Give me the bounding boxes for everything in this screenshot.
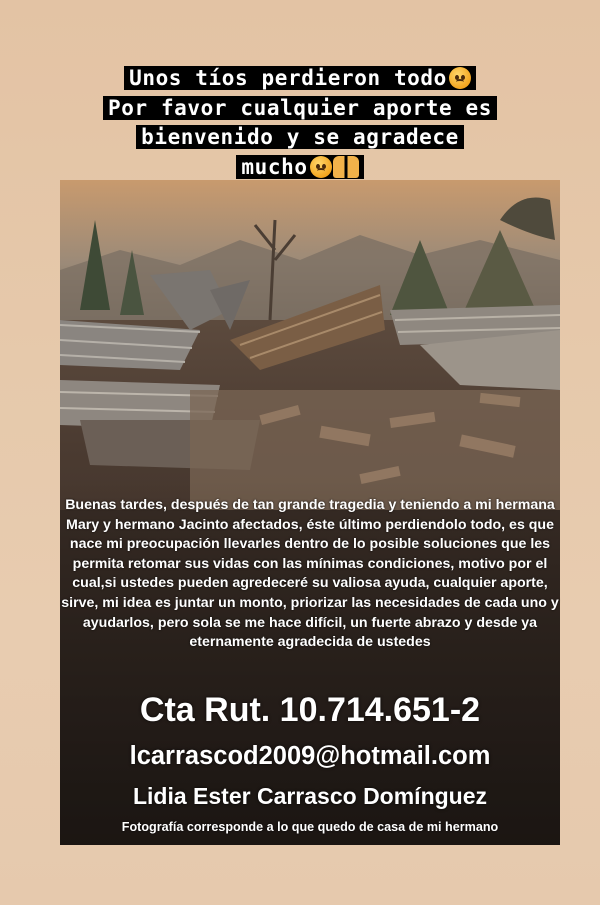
story-caption bbox=[0, 64, 600, 182]
caption-text-4: mucho bbox=[241, 154, 308, 179]
caption-line-1 bbox=[0, 64, 600, 94]
account-number: Cta Rut. 10.714.651-2 bbox=[139, 691, 481, 729]
account-holder-name: Lidia Ester Carrasco Domínguez bbox=[132, 783, 488, 809]
appeal-message: Buenas tardes, después de tan grande tragedia y teniendo a mi hermana Mary y hermano Jacinto afectados, éste último perdiendolo todo, es que nace mi preocupación llevarles dentro de lo posible soluciones que les permita retomar sus vidas con las mínimas condiciones, motivo por el cual,si ustedes pueden agredeceré su valiosa ayuda, cualquier aporte, sirve, mi idea es juntar un monto, priorizar las necesidades de cada uno y ayudarlos, pero sola se me hace difícil, un fuerte abrazo y desde ya eternamente agradecida de ustedes bbox=[61, 497, 559, 651]
photo-note: Fotografía corresponde a lo que quedo de casa de mi hermano bbox=[121, 820, 499, 834]
caption-line-4 bbox=[0, 153, 600, 183]
caption-text-3: bienvenido y se agradece bbox=[136, 125, 464, 149]
sad-face-icon bbox=[449, 67, 471, 89]
photo-text-overlay bbox=[60, 180, 560, 845]
pleading-face-icon bbox=[310, 156, 332, 178]
caption-text-2: Por favor cualquier aporte es bbox=[103, 96, 497, 120]
caption-line-3 bbox=[0, 123, 600, 153]
contact-email: lcarrascod2009@hotmail.com bbox=[129, 742, 491, 770]
caption-line-2 bbox=[0, 94, 600, 124]
caption-text-1: Unos tíos perdieron todo bbox=[129, 66, 447, 90]
praying-hands-icon bbox=[333, 156, 359, 178]
